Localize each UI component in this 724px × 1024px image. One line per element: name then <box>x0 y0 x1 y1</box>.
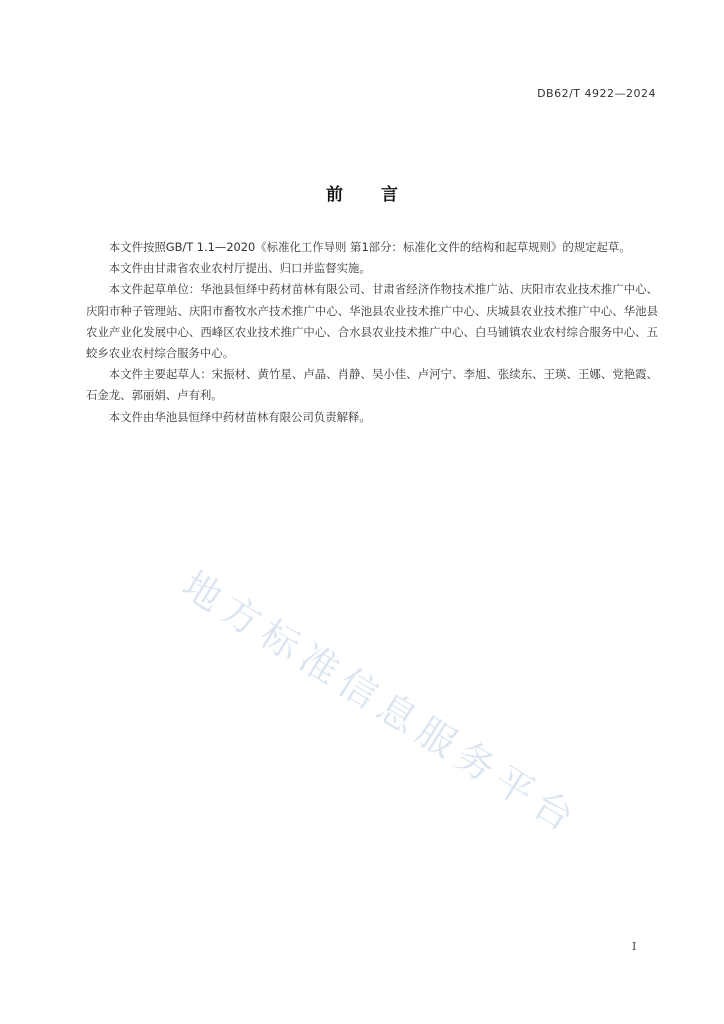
paragraph-proposer: 本文件由甘肃省农业农村厅提出、归口并监督实施。 <box>108 261 371 276</box>
page-title: 前言 <box>326 185 436 205</box>
document-code: DB62/T 4922—2024 <box>537 87 656 100</box>
paragraph-drafting-rules: 本文件按照GB/T 1.1—2020《标准化工作导则 第1部分：标准化文件的结构和起草规则》的规定起草。 <box>108 240 631 254</box>
paragraph-interpretation: 本文件由华池县恒绎中药材苗林有限公司负责解释。 <box>108 409 371 424</box>
watermark: 地方标准信息服务平台 <box>174 562 588 844</box>
paragraph-drafting-units: 本文件起草单位：华池县恒绎中药材苗林有限公司、甘肃省经济作物技术推广站、庆阳市农业技术推广中心、庆阳市种子管理站、庆阳市畜牧水产技术推广中心、华池县农业技术推广中心、庆城县农业技术推广中心、华池县农业产业化发展中心、西峰区农业技术推广中心、合水县农业技术推广中心、白马铺镇农业农村综合服务中心、五蛟乡农业农村综合服务中心。 <box>86 282 658 361</box>
page-number: I <box>632 940 637 953</box>
document-body <box>86 237 658 428</box>
paragraph-drafters: 本文件主要起草人：宋振材、黄竹星、卢晶、肖静、吴小佳、卢河宁、李旭、张续东、王瑛、王娜、党艳霞、石金龙、郭丽娟、卢有利。 <box>86 367 658 403</box>
